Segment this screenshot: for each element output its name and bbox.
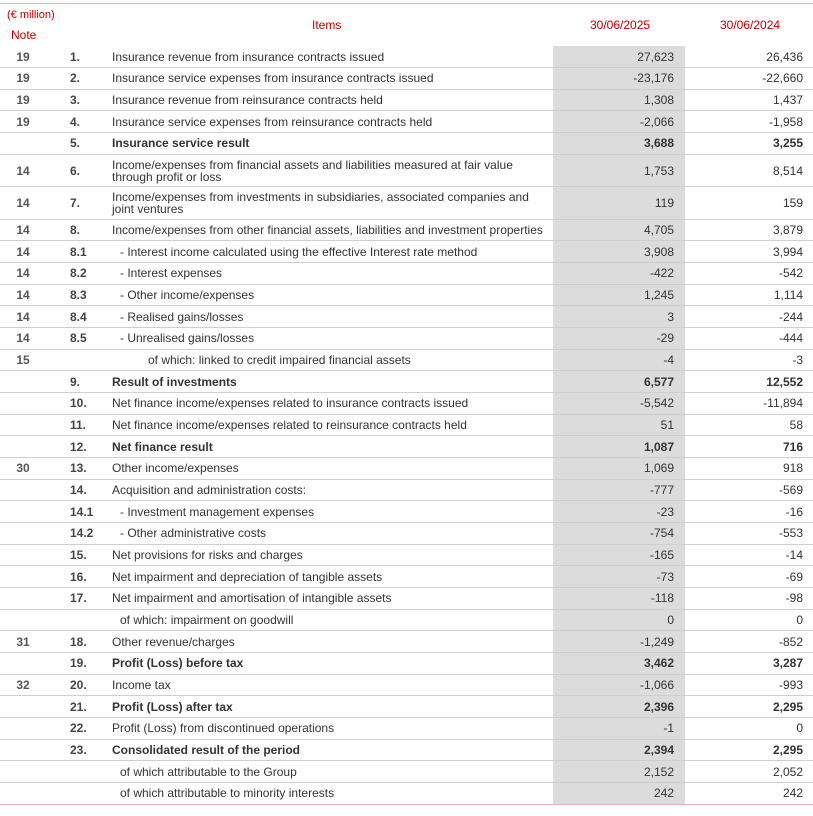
- value-2024: -444: [685, 328, 813, 350]
- item-number: [46, 782, 108, 804]
- note-cell: [0, 739, 46, 761]
- item-label: - Investment management expenses: [108, 501, 553, 523]
- value-2024: -3: [685, 349, 813, 371]
- note-cell: [0, 761, 46, 783]
- note-cell: 14: [0, 241, 46, 263]
- item-label: Profit (Loss) before tax: [108, 652, 553, 674]
- note-cell: 14: [0, 219, 46, 241]
- value-2025: -1: [553, 717, 685, 739]
- note-cell: [0, 371, 46, 393]
- note-cell: 14: [0, 306, 46, 328]
- table-row: [0, 782, 813, 804]
- note-cell: [0, 717, 46, 739]
- value-2025: 1,087: [553, 436, 685, 458]
- note-cell: 14: [0, 187, 46, 220]
- value-2024: -993: [685, 674, 813, 696]
- value-2024: 2,052: [685, 761, 813, 783]
- table-row: [0, 501, 813, 523]
- item-label: Consolidated result of the period: [108, 739, 553, 761]
- table-row: [0, 241, 813, 263]
- table-row: [0, 306, 813, 328]
- item-label: Net finance income/expenses related to reinsurance contracts held: [108, 414, 553, 436]
- item-label: of which: impairment on goodwill: [108, 609, 553, 631]
- item-number: 4.: [46, 111, 108, 133]
- table-row: [0, 89, 813, 111]
- item-number: [46, 609, 108, 631]
- item-label: Other income/expenses: [108, 458, 553, 480]
- value-2025: -2,066: [553, 111, 685, 133]
- note-cell: 14: [0, 284, 46, 306]
- value-2024: -244: [685, 306, 813, 328]
- item-label: Profit (Loss) from discontinued operations: [108, 717, 553, 739]
- item-number: 5.: [46, 133, 108, 155]
- table-row: [0, 631, 813, 653]
- item-label: - Interest expenses: [108, 263, 553, 285]
- table-row: [0, 263, 813, 285]
- unit-label: (€ million): [7, 9, 55, 21]
- note-cell: [0, 501, 46, 523]
- note-cell: 30: [0, 458, 46, 480]
- note-cell: 14: [0, 154, 46, 187]
- value-2025: 3,462: [553, 652, 685, 674]
- table-row: [0, 133, 813, 155]
- value-2025: -29: [553, 328, 685, 350]
- item-label: Insurance service result: [108, 133, 553, 155]
- table-row: [0, 187, 813, 220]
- item-number: 8.: [46, 219, 108, 241]
- table-row: [0, 587, 813, 609]
- item-label: Income/expenses from financial assets and liabilities measured at fair value through profit or loss: [108, 154, 553, 187]
- table-row: [0, 609, 813, 631]
- value-2024: 1,114: [685, 284, 813, 306]
- table-row: [0, 479, 813, 501]
- item-number: 8.1: [46, 241, 108, 263]
- note-cell: [0, 587, 46, 609]
- note-cell: 31: [0, 631, 46, 653]
- note-column-header: Note: [11, 28, 37, 42]
- item-number: 19.: [46, 652, 108, 674]
- item-label: of which: linked to credit impaired financial assets: [108, 349, 553, 371]
- item-label: Profit (Loss) after tax: [108, 696, 553, 718]
- table-row: [0, 328, 813, 350]
- note-cell: 32: [0, 674, 46, 696]
- table-row: [0, 458, 813, 480]
- value-2024: 2,295: [685, 696, 813, 718]
- value-2025: -777: [553, 479, 685, 501]
- item-number: 12.: [46, 436, 108, 458]
- value-2025: -23: [553, 501, 685, 523]
- value-2025: 1,245: [553, 284, 685, 306]
- table-row: [0, 652, 813, 674]
- statement-table: [0, 46, 813, 805]
- value-2025: 27,623: [553, 46, 685, 68]
- note-cell: 19: [0, 68, 46, 90]
- note-cell: [0, 522, 46, 544]
- item-number: 20.: [46, 674, 108, 696]
- table-row: [0, 761, 813, 783]
- table-row: [0, 371, 813, 393]
- item-number: 6.: [46, 154, 108, 187]
- table-row: [0, 284, 813, 306]
- item-number: 10.: [46, 393, 108, 415]
- item-number: 11.: [46, 414, 108, 436]
- item-number: 21.: [46, 696, 108, 718]
- table-row: [0, 544, 813, 566]
- value-2025: 51: [553, 414, 685, 436]
- value-2025: 4,705: [553, 219, 685, 241]
- item-label: Insurance service expenses from insurance contracts issued: [108, 68, 553, 90]
- item-number: 14.: [46, 479, 108, 501]
- item-label: of which attributable to minority interests: [108, 782, 553, 804]
- item-number: 3.: [46, 89, 108, 111]
- item-number: 14.1: [46, 501, 108, 523]
- table-row: [0, 393, 813, 415]
- item-label: - Other administrative costs: [108, 522, 553, 544]
- value-2024: -542: [685, 263, 813, 285]
- table-row: [0, 349, 813, 371]
- note-cell: [0, 479, 46, 501]
- note-cell: 19: [0, 111, 46, 133]
- table-row: [0, 717, 813, 739]
- value-2024: 8,514: [685, 154, 813, 187]
- note-cell: [0, 414, 46, 436]
- item-label: - Interest income calculated using the effective Interest rate method: [108, 241, 553, 263]
- value-2024: 2,295: [685, 739, 813, 761]
- value-2024: 3,287: [685, 652, 813, 674]
- value-2024: -69: [685, 566, 813, 588]
- table-row: [0, 414, 813, 436]
- value-2025: 0: [553, 609, 685, 631]
- value-2025: -1,066: [553, 674, 685, 696]
- item-label: Result of investments: [108, 371, 553, 393]
- item-number: [46, 761, 108, 783]
- value-2024: 918: [685, 458, 813, 480]
- value-2024: 3,879: [685, 219, 813, 241]
- item-number: 9.: [46, 371, 108, 393]
- note-cell: 14: [0, 328, 46, 350]
- note-cell: 19: [0, 46, 46, 68]
- value-2025: -422: [553, 263, 685, 285]
- value-2025: -754: [553, 522, 685, 544]
- value-2025: 1,308: [553, 89, 685, 111]
- table-row: [0, 696, 813, 718]
- items-column-header: Items: [312, 18, 342, 32]
- value-2025: -5,542: [553, 393, 685, 415]
- table-row: [0, 739, 813, 761]
- item-number: 17.: [46, 587, 108, 609]
- note-cell: 19: [0, 89, 46, 111]
- item-label: - Unrealised gains/losses: [108, 328, 553, 350]
- item-label: Income tax: [108, 674, 553, 696]
- item-label: Income/expenses from investments in subsidiaries, associated companies and joint ventures: [108, 187, 553, 220]
- item-number: 1.: [46, 46, 108, 68]
- item-label: Acquisition and administration costs:: [108, 479, 553, 501]
- value-2024: 716: [685, 436, 813, 458]
- value-2025: 3: [553, 306, 685, 328]
- value-2024: 159: [685, 187, 813, 220]
- item-label: Net provisions for risks and charges: [108, 544, 553, 566]
- item-number: 7.: [46, 187, 108, 220]
- value-2025: 242: [553, 782, 685, 804]
- prior-period-header: 30/06/2024: [720, 18, 781, 32]
- item-label: Income/expenses from other financial assets, liabilities and investment properties: [108, 219, 553, 241]
- note-cell: [0, 652, 46, 674]
- value-2024: -11,894: [685, 393, 813, 415]
- note-cell: [0, 696, 46, 718]
- note-cell: [0, 609, 46, 631]
- value-2024: 0: [685, 609, 813, 631]
- value-2025: -118: [553, 587, 685, 609]
- item-number: 18.: [46, 631, 108, 653]
- value-2025: -23,176: [553, 68, 685, 90]
- item-number: 14.2: [46, 522, 108, 544]
- value-2025: -4: [553, 349, 685, 371]
- value-2025: 2,394: [553, 739, 685, 761]
- item-label: Net finance income/expenses related to insurance contracts issued: [108, 393, 553, 415]
- current-period-header: 30/06/2025: [590, 18, 651, 32]
- item-label: Insurance revenue from reinsurance contracts held: [108, 89, 553, 111]
- item-number: 8.2: [46, 263, 108, 285]
- item-number: 15.: [46, 544, 108, 566]
- value-2025: 3,688: [553, 133, 685, 155]
- note-cell: [0, 566, 46, 588]
- value-2025: 3,908: [553, 241, 685, 263]
- value-2025: 6,577: [553, 371, 685, 393]
- note-cell: [0, 544, 46, 566]
- value-2024: -98: [685, 587, 813, 609]
- table-row: [0, 674, 813, 696]
- table-row: [0, 436, 813, 458]
- item-label: - Realised gains/losses: [108, 306, 553, 328]
- value-2024: -569: [685, 479, 813, 501]
- note-cell: 15: [0, 349, 46, 371]
- value-2025: 2,396: [553, 696, 685, 718]
- value-2024: 3,994: [685, 241, 813, 263]
- value-2024: -14: [685, 544, 813, 566]
- value-2024: 3,255: [685, 133, 813, 155]
- item-number: [46, 349, 108, 371]
- value-2024: 1,437: [685, 89, 813, 111]
- table-row: [0, 46, 813, 68]
- table-row: [0, 154, 813, 187]
- item-number: 8.5: [46, 328, 108, 350]
- item-label: Insurance revenue from insurance contracts issued: [108, 46, 553, 68]
- item-label: Net impairment and depreciation of tangible assets: [108, 566, 553, 588]
- value-2025: 1,069: [553, 458, 685, 480]
- value-2025: -73: [553, 566, 685, 588]
- item-number: 8.3: [46, 284, 108, 306]
- note-cell: [0, 393, 46, 415]
- value-2025: 1,753: [553, 154, 685, 187]
- value-2025: -1,249: [553, 631, 685, 653]
- value-2024: 0: [685, 717, 813, 739]
- item-label: of which attributable to the Group: [108, 761, 553, 783]
- table-row: [0, 522, 813, 544]
- item-label: Net finance result: [108, 436, 553, 458]
- value-2024: 242: [685, 782, 813, 804]
- table-row: [0, 68, 813, 90]
- note-cell: [0, 133, 46, 155]
- note-cell: [0, 782, 46, 804]
- note-cell: 14: [0, 263, 46, 285]
- value-2024: 58: [685, 414, 813, 436]
- item-label: Other revenue/charges: [108, 631, 553, 653]
- item-label: Insurance service expenses from reinsurance contracts held: [108, 111, 553, 133]
- item-label: Net impairment and amortisation of intangible assets: [108, 587, 553, 609]
- value-2024: -852: [685, 631, 813, 653]
- value-2025: -165: [553, 544, 685, 566]
- value-2024: 26,436: [685, 46, 813, 68]
- top-divider: [0, 3, 813, 4]
- note-cell: [0, 436, 46, 458]
- value-2024: -553: [685, 522, 813, 544]
- table-row: [0, 219, 813, 241]
- item-number: 16.: [46, 566, 108, 588]
- value-2024: -16: [685, 501, 813, 523]
- value-2025: 2,152: [553, 761, 685, 783]
- table-row: [0, 111, 813, 133]
- item-number: 22.: [46, 717, 108, 739]
- item-number: 2.: [46, 68, 108, 90]
- item-label: - Other income/expenses: [108, 284, 553, 306]
- value-2024: 12,552: [685, 371, 813, 393]
- item-number: 8.4: [46, 306, 108, 328]
- item-number: 23.: [46, 739, 108, 761]
- table-row: [0, 566, 813, 588]
- item-number: 13.: [46, 458, 108, 480]
- value-2024: -22,660: [685, 68, 813, 90]
- value-2024: -1,958: [685, 111, 813, 133]
- value-2025: 119: [553, 187, 685, 220]
